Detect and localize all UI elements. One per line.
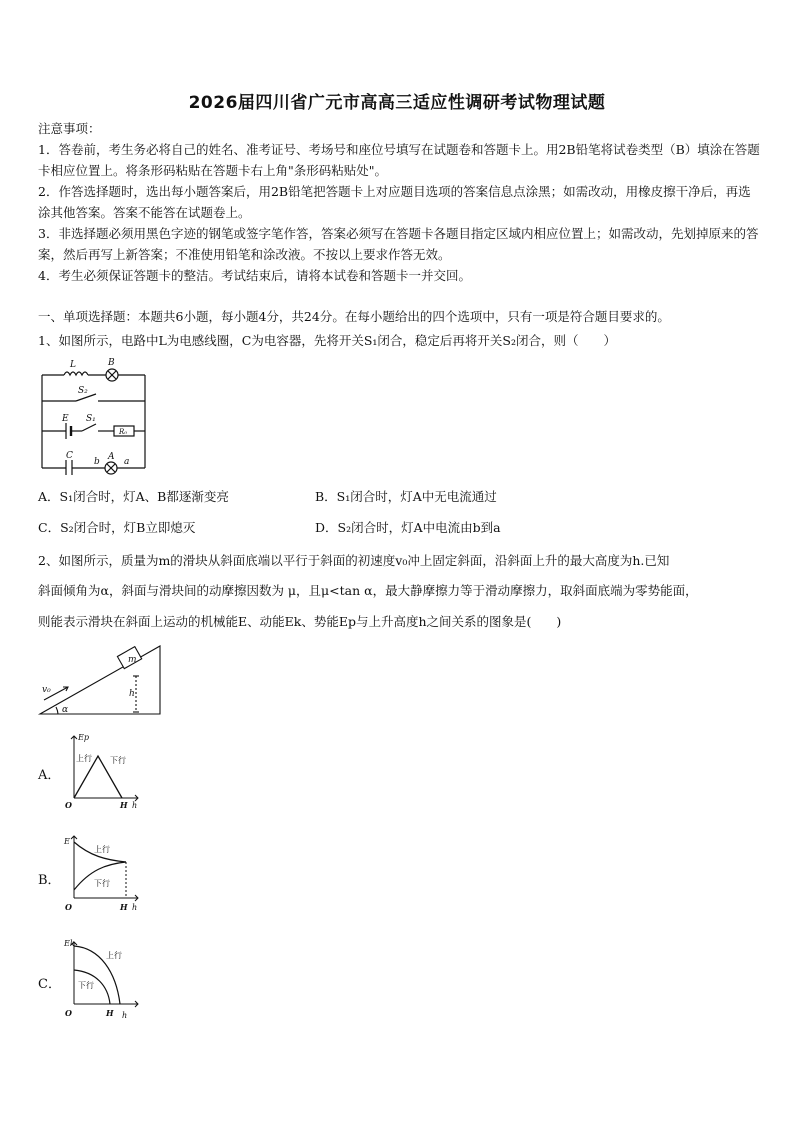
- q1-stem: 1、如图所示，电路中L为电感线圈，C为电容器，先将开关S₁闭合，稳定后再将开关S₂闭合，则（ ）: [38, 333, 616, 348]
- graph-c-x: h: [122, 1011, 128, 1020]
- graph-b-x: h: [132, 903, 138, 912]
- page-title: 2026届四川省广元市高高三适应性调研考试物理试题: [188, 93, 606, 113]
- graph-a-ylabel: Ep: [78, 733, 89, 742]
- notice-item-4: 4．考生必须保证答题卡的整洁。考试结束后，请将本试卷和答题卡一并交回。: [38, 268, 471, 283]
- graph-c-origin: O: [65, 1008, 72, 1018]
- graph-b-origin: O: [65, 902, 72, 912]
- notice-item-1: 1．答卷前，考生务必将自己的姓名、准考证号、考场号和座位号填写在试题卷和答题卡上。用2B铅笔将试卷类型（B）填涂在答题卡相应位置上。将条形码粘贴在答题卡右上角"条形码粘贴处"。: [38, 142, 760, 178]
- graph-a-x: h: [132, 801, 138, 810]
- notice-item-2: 2．作答选择题时，选出每小题答案后，用2B铅笔把答题卡上对应题目选项的答案信息点涂黑；如需改动，用橡皮擦干净后，再选涂其他答案。答案不能答在试题卷上。: [38, 184, 751, 220]
- notice-heading: 注意事项：: [38, 121, 101, 136]
- q2-option-b-label[interactable]: B．: [38, 873, 61, 888]
- label-A: A: [108, 452, 115, 462]
- label-E: E: [62, 414, 69, 424]
- graph-a-origin: O: [65, 800, 72, 810]
- label-S2: S₂: [78, 386, 88, 396]
- graph-b-up: 上行: [94, 845, 110, 854]
- q2-graph-a[interactable]: [60, 730, 145, 812]
- graph-b-H: H: [120, 902, 128, 912]
- q2-graph-c[interactable]: [60, 936, 145, 1022]
- graph-b-ylabel: E: [64, 837, 70, 846]
- graph-a-down: 下行: [110, 756, 126, 765]
- q2-option-c-label[interactable]: C．: [38, 977, 61, 992]
- q1-option-a[interactable]: A．S₁闭合时，灯A、B都逐渐变亮: [38, 489, 229, 504]
- graph-c-up: 上行: [106, 951, 122, 960]
- label-R0: R₀: [119, 428, 128, 436]
- label-m: m: [128, 655, 137, 665]
- q2-option-a-label[interactable]: A．: [38, 768, 61, 783]
- q2-stem-line-2: 斜面倾角为α，斜面与滑块间的动摩擦因数为 μ，且μ<tan α，最大静摩擦力等于滑动摩擦力，取斜面底端为零势能面，: [38, 583, 698, 598]
- q2-stem-line-3: 则能表示滑块在斜面上运动的机械能E、动能Ek、势能Ep与上升高度h之间关系的图象是( ): [38, 614, 562, 629]
- incline-diagram: [36, 640, 166, 722]
- label-C: C: [66, 451, 73, 461]
- graph-c-down: 下行: [78, 981, 94, 990]
- q1-option-d[interactable]: D．S₂闭合时，灯A中电流由b到a: [315, 520, 501, 535]
- label-S1: S₁: [86, 414, 96, 424]
- q1-option-b[interactable]: B．S₁闭合时，灯A中无电流通过: [315, 489, 497, 504]
- graph-c-H: H: [106, 1008, 114, 1018]
- graph-c-ylabel: Ek: [64, 939, 75, 948]
- circuit-diagram: [36, 355, 156, 475]
- label-h: h: [129, 689, 135, 699]
- graph-a-H: H: [120, 800, 128, 810]
- label-v0: v₀: [42, 685, 51, 695]
- q2-stem-line-1: 2、如图所示，质量为m的滑块从斜面底端以平行于斜面的初速度v₀冲上固定斜面，沿斜面上升的最大高度为h.已知: [38, 553, 670, 568]
- label-a: a: [124, 457, 130, 467]
- q2-graph-b[interactable]: [60, 830, 145, 916]
- q1-option-c[interactable]: C．S₂闭合时，灯B立即熄灭: [38, 520, 196, 535]
- section-heading: 一、单项选择题：本题共6小题，每小题4分，共24分。在每小题给出的四个选项中，只有一项是符合题目要求的。: [38, 309, 670, 324]
- label-L: L: [70, 360, 76, 370]
- notice-item-3: 3．非选择题必须用黑色字迹的钢笔或签字笔作答，答案必须写在答题卡各题目指定区域内相应位置上；如需改动，先划掉原来的答案，然后再写上新答案；不准使用铅笔和涂改液。不按以上要求作答无效。: [38, 226, 759, 262]
- graph-a-up: 上行: [76, 754, 92, 763]
- label-b: b: [94, 457, 100, 467]
- label-alpha: α: [62, 705, 69, 715]
- label-B: B: [108, 358, 115, 368]
- graph-b-down: 下行: [94, 879, 110, 888]
